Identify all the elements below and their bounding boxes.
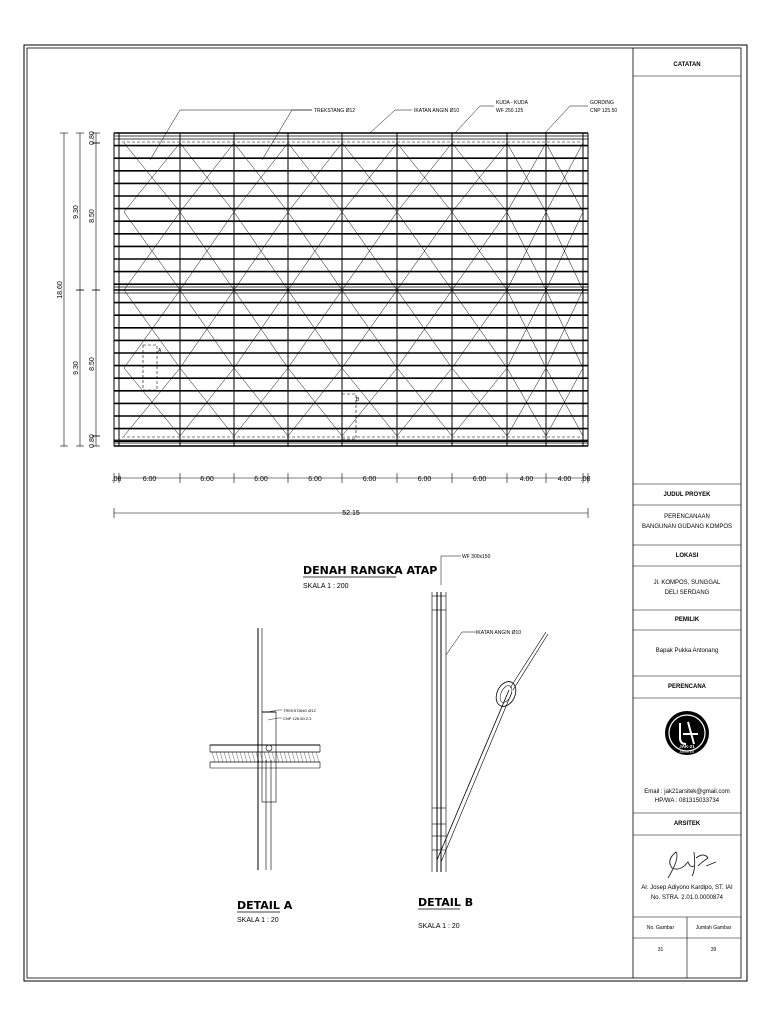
- vertical-dimension-label: 0.80: [89, 434, 96, 448]
- jumlah-gambar-label: Jumlah Gambar: [695, 925, 732, 931]
- hatch-line: [272, 752, 275, 762]
- hatch-line: [288, 752, 291, 762]
- vertical-dimension-label: 8.50: [89, 209, 96, 223]
- hatch-line: [232, 752, 235, 762]
- detail-a-title: DETAIL A: [237, 899, 293, 912]
- logo-text-2: ARSITEK: [679, 750, 695, 754]
- hatch-line: [276, 752, 279, 762]
- callout-kuda-kuda-profile: WF 250.125: [496, 108, 524, 114]
- hatch-line: [240, 752, 243, 762]
- dimension-label: 6.00: [200, 476, 214, 483]
- detail-a-callout-2: CNP 125.50.2.3: [283, 716, 312, 721]
- lokasi-label: LOKASI: [675, 553, 699, 559]
- no-gambar-value: 31: [657, 947, 664, 953]
- dimension-label: 6.00: [254, 476, 268, 483]
- dimension-label: 4.00: [557, 476, 572, 483]
- detail-b-drawing: [432, 556, 548, 872]
- lokasi-line2: DELI SERDANG: [664, 590, 710, 596]
- detail-b-title: DETAIL B: [418, 896, 474, 909]
- detail-a-drawing: [210, 628, 320, 870]
- pemilik-value: Bapak Pukka Antonang: [655, 648, 719, 654]
- dimension-label: .08: [580, 476, 591, 483]
- roof-framing-plan: [114, 133, 588, 446]
- hatch-line: [244, 752, 247, 762]
- hatch-line: [304, 752, 307, 762]
- vertical-dimension-label: 8.50: [89, 357, 96, 371]
- arsitek-label: ARSITEK: [673, 821, 701, 827]
- callout-gording: GORDING: [590, 100, 614, 106]
- callout-trekstang: TREKSTANG Ø12: [314, 108, 356, 114]
- hatch-line: [284, 752, 287, 762]
- hatch-line: [316, 752, 319, 762]
- callout-ikatan-angin: IKATAN ANGIN Ø10: [414, 108, 460, 114]
- detail-a-scale: SKALA 1 : 20: [237, 917, 279, 924]
- architect-signature: [668, 852, 716, 878]
- logo-text-1: JAK-21: [679, 744, 695, 749]
- hatch-line: [212, 752, 215, 762]
- hatch-line: [236, 752, 239, 762]
- judul-proyek-label: JUDUL PROYEK: [663, 492, 711, 498]
- hatch-line: [312, 752, 315, 762]
- jumlah-gambar-value: 39: [710, 947, 717, 953]
- company-logo: [665, 711, 709, 755]
- hatch-line: [260, 752, 263, 762]
- detail-a-hatching: [212, 752, 319, 762]
- plan-scale: SKALA 1 : 200: [303, 583, 349, 590]
- pemilik-label: PEMILIK: [674, 617, 700, 623]
- hatch-line: [216, 752, 219, 762]
- dimension-label: 6.00: [142, 476, 157, 483]
- lokasi-line1: Jl. KOMPOS, SUNGGAL: [653, 580, 721, 586]
- vertical-dimension-label: 0.80: [89, 131, 96, 145]
- perencana-phone: HP/WA : 081315033734: [654, 798, 720, 804]
- hatch-line: [292, 752, 295, 762]
- overall-dimension-label: 52.15: [342, 510, 360, 517]
- hatch-line: [300, 752, 303, 762]
- hatch-line: [228, 752, 231, 762]
- hatch-line: [248, 752, 251, 762]
- perencana-label: PERENCANA: [667, 684, 706, 690]
- dimension-label: 6.00: [308, 476, 322, 483]
- dimension-label: 6.00: [362, 476, 377, 483]
- detail-a-mark-label: A: [158, 348, 162, 354]
- vertical-dimension-label: 18.60: [57, 281, 64, 299]
- dimension-label: 6.00: [417, 476, 432, 483]
- judul-proyek-line1: PERENCANAAN: [664, 514, 710, 520]
- hatch-line: [296, 752, 299, 762]
- perencana-email: Email : jak21arsitek@gmail.com: [644, 789, 730, 795]
- callout-gording-profile: CNP 125.50: [590, 108, 618, 114]
- detail-b-callout-2: IKATAN ANGIN Ø10: [476, 630, 522, 636]
- arsitek-name: Ar. Josep Adiyono Kardipo, ST. IAI: [641, 885, 733, 891]
- hatch-line: [224, 752, 227, 762]
- vertical-dimension-label: 9.30: [73, 361, 80, 375]
- plan-title: DENAH RANGKA ATAP: [303, 564, 438, 577]
- hatch-line: [220, 752, 223, 762]
- plan-dimensions: [57, 131, 590, 518]
- detail-b-connection-marks: [432, 596, 446, 850]
- dimension-label: .08: [111, 476, 122, 483]
- detail-a-callout-1: TREKSTANG Ø12: [283, 708, 316, 713]
- no-gambar-label: No. Gambar: [646, 925, 675, 931]
- detail-b-scale: SKALA 1 : 20: [418, 923, 460, 930]
- detail-b-mark-label: B: [356, 397, 360, 403]
- hatch-line: [268, 752, 271, 762]
- vertical-dimension-label: 9.30: [73, 205, 80, 219]
- detail-a-mark: [143, 345, 157, 390]
- dimension-label: 6.00: [472, 476, 487, 483]
- hatch-line: [264, 752, 267, 762]
- detail-b-callout-1: WF 300x150: [462, 554, 491, 560]
- judul-proyek-line2: BANGUNAN GUDANG KOMPOS: [641, 524, 732, 530]
- hatch-line: [308, 752, 311, 762]
- callout-kuda-kuda: KUDA - KUDA: [496, 100, 528, 106]
- hatch-line: [280, 752, 283, 762]
- catatan-label: CATATAN: [673, 62, 701, 68]
- arsitek-registration: No. STRA. 2.01.0.0000874: [650, 895, 724, 901]
- dimension-label: 4.00: [519, 476, 534, 483]
- hatch-line: [252, 752, 255, 762]
